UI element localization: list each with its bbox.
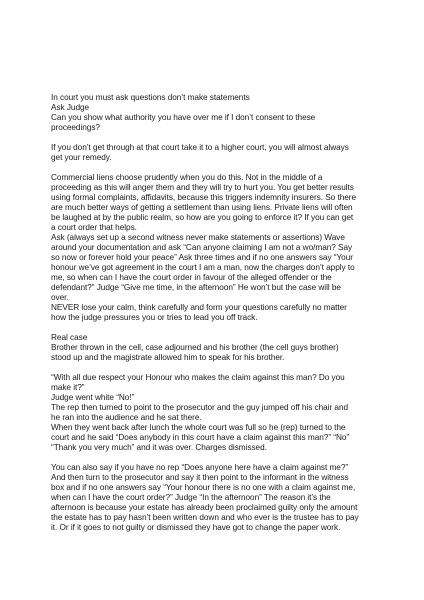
text-line: When they went back after lunch the whole court was full so he (rep) turned to the xyxy=(51,423,346,432)
text-line: “Thank you very much” and it was over. Charges dismissed. xyxy=(51,443,267,452)
text-line: defendant?” Judge “Give me time, in the afternoon” He won’t but the case will be xyxy=(51,283,341,292)
text-line: box and if no one answers say “Your honour there is no one with a claim against me, xyxy=(51,483,356,492)
text-line: honour we’ve got agreement in the court I am a man, now the charges don’t apply to xyxy=(51,263,355,272)
text-line: afternoon is because your estate has already been proclaimed guilty only the amount xyxy=(51,503,358,512)
text-line: make it?” xyxy=(51,383,85,392)
text-line: proceeding as this will anger them and they will try to hurt you. You get better results xyxy=(51,183,354,192)
paragraph xyxy=(51,143,381,163)
text-line: Judge went white “No!” xyxy=(51,393,135,402)
text-line: the estate has to pay hasn’t been written down and who ever is the trustee has to pay xyxy=(51,513,359,522)
text-line: Ask Judge xyxy=(51,103,90,112)
text-line: stood up and the magistrate allowed him to speak for his brother. xyxy=(51,353,285,362)
text-line: NEVER lose your calm, think carefully and form your questions carefully no matter xyxy=(51,303,347,312)
text-line: a court order that helps. xyxy=(51,223,137,232)
paragraph-spacer xyxy=(51,163,381,173)
text-line: over. xyxy=(51,293,69,302)
text-line: Ask (always set up a second witness never make statements or assertions) Wave xyxy=(51,233,345,242)
text-line: around your documentation and ask “Can anyone claiming I am not a wo/man? Say xyxy=(51,243,353,252)
paragraph-spacer xyxy=(51,133,381,143)
paragraph xyxy=(51,373,381,453)
paragraph xyxy=(51,463,381,533)
text-line: he ran into the audience and he sat there. xyxy=(51,413,202,422)
text-line: proceedings? xyxy=(51,123,100,132)
paragraph xyxy=(51,93,381,133)
text-line: The rep then turned to point to the prosecutor and the guy jumped off his chair and xyxy=(51,403,349,412)
text-line: Real case xyxy=(51,333,88,342)
text-line: In court you must ask questions don’t make statements xyxy=(51,93,250,102)
document-body xyxy=(51,93,381,533)
text-line: get your remedy. xyxy=(51,153,112,162)
text-line: so now or forever hold your peace” Ask three times and if no one answers say “Your xyxy=(51,253,353,262)
paragraph-spacer xyxy=(51,323,381,333)
text-line: If you don’t get through at that court take it to a higher court, you will almost always xyxy=(51,143,349,152)
text-line: You can also say if you have no rep “Does anyone here have a claim against me?” xyxy=(51,463,349,472)
paragraph xyxy=(51,333,381,363)
text-line: Brother thrown in the cell, case adjourned and his brother (the cell guys brother) xyxy=(51,343,339,352)
text-line: it. Or if it goes to not guilty or dismissed they have got to change the paper work. xyxy=(51,523,341,532)
text-line: Can you show what authority you have over me if I don’t consent to these xyxy=(51,113,316,122)
text-line: when can I have the court order?” Judge “In the afternoon” The reason it’s the xyxy=(51,493,331,502)
text-line: using formal complaints, affidavits, because this triggers indemnity insurers. So there xyxy=(51,193,357,202)
text-line: be laughed at by the public realm, so how are you going to enforce it? If you can get xyxy=(51,213,354,222)
text-line: court and he said “Does anybody in this court have a claim against this man?” “No” xyxy=(51,433,350,442)
text-line: “With all due respect your Honour who makes the claim against this man? Do you xyxy=(51,373,345,382)
text-line: And then turn to the prosecutor and say it then point to the informant in the witness xyxy=(51,473,349,482)
text-line: how the judge pressures you or tries to lead you off track. xyxy=(51,313,258,322)
paragraph-spacer xyxy=(51,363,381,373)
text-line: Commercial liens choose prudently when you do this. Not in the middle of a xyxy=(51,173,323,182)
paragraph-spacer xyxy=(51,453,381,463)
text-line: me, so when can I have the court order in favour of the alleged offender or the xyxy=(51,273,332,282)
text-line: are much better ways of getting a settlement than using liens. Private liens will often xyxy=(51,203,353,212)
paragraph xyxy=(51,173,381,323)
